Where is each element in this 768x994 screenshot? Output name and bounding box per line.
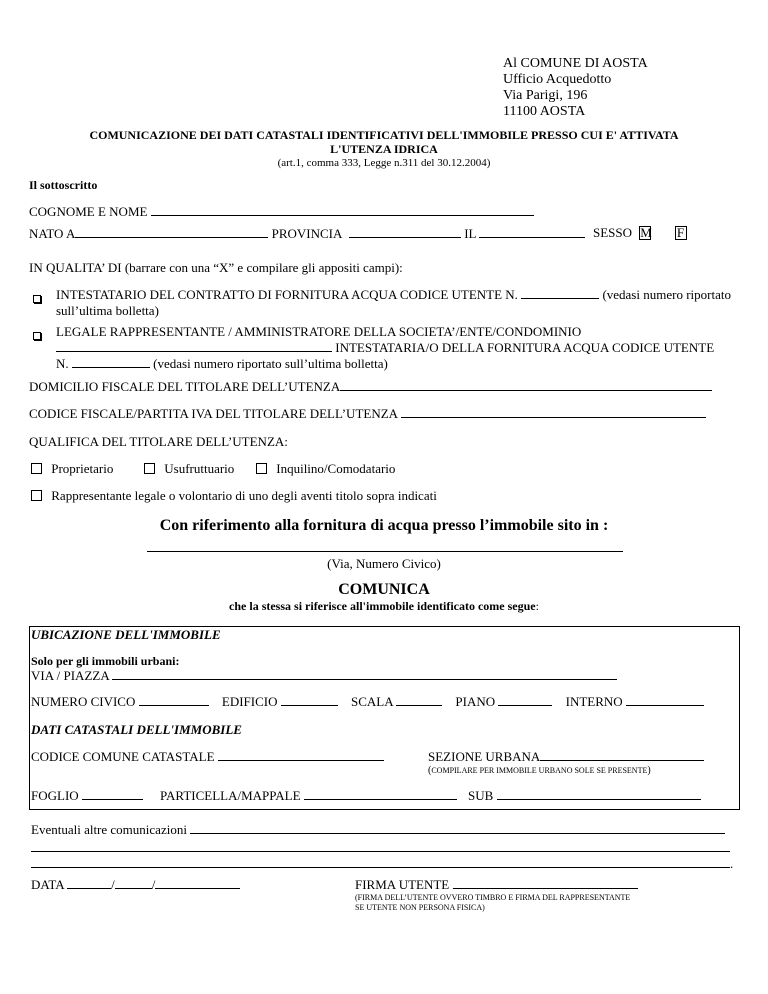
domicilio-field[interactable] xyxy=(340,379,712,391)
document-title xyxy=(0,128,768,170)
option2-label-b: INTESTATARIA/O DELLA FORNITURA ACQUA CODICE UTENTE xyxy=(335,340,715,355)
comunica-heading: COMUNICA xyxy=(338,581,430,598)
piano-label: PIANO xyxy=(455,694,496,709)
recipient-line: Al COMUNE DI AOSTA xyxy=(503,56,648,71)
data-mese-field[interactable] xyxy=(115,877,152,889)
usufruttuario-checkbox[interactable] xyxy=(144,463,155,474)
foglio-label: FOGLIO xyxy=(31,788,79,803)
edificio-field[interactable] xyxy=(281,694,338,706)
provincia-field[interactable] xyxy=(349,226,461,238)
codice-fiscale-field[interactable] xyxy=(401,406,706,418)
altre-field-2[interactable] xyxy=(31,840,730,852)
codice-comune-field[interactable] xyxy=(218,749,384,761)
sesso-f-checkbox[interactable]: F xyxy=(675,226,687,240)
paren-open: ( xyxy=(428,765,432,776)
nascita-row xyxy=(29,226,585,242)
sub-label: SUB xyxy=(468,788,494,803)
option2-text xyxy=(56,324,714,372)
particella-row xyxy=(160,788,457,804)
indirizzo-field-wrap xyxy=(147,540,623,556)
altre-field-1[interactable] xyxy=(190,822,725,834)
inquilino-option xyxy=(256,461,395,477)
edificio-label: EDIFICIO xyxy=(221,694,278,709)
sottoscritto-label: Il sottoscritto xyxy=(29,178,98,192)
firma-note-line: SE UTENTE NON PERSONA FISICA) xyxy=(355,903,485,912)
domicilio-label: DOMICILIO FISCALE DEL TITOLARE DELL’UTENZA xyxy=(29,379,341,394)
data-label: DATA xyxy=(31,877,64,892)
nato-a-field[interactable] xyxy=(75,226,268,238)
scala-field[interactable] xyxy=(396,694,442,706)
sub-field[interactable] xyxy=(497,788,701,800)
altre-line-3 xyxy=(31,856,733,872)
data-nascita-field[interactable] xyxy=(479,226,585,238)
recipient-line: 11100 AOSTA xyxy=(503,104,586,119)
sezione-urbana-label: SEZIONE URBANA xyxy=(428,749,541,764)
comunica-colon: : xyxy=(535,599,539,613)
indirizzo-immobile-field[interactable] xyxy=(147,540,623,552)
il-label: IL xyxy=(464,226,476,241)
title-line: L'UTENZA IDRICA xyxy=(330,142,438,156)
riferimento-caption: (Via, Numero Civico) xyxy=(327,556,441,571)
sub-row xyxy=(468,788,701,804)
sezione-note-text: COMPILARE PER IMMOBILE URBANO SOLE SE PRESENTE xyxy=(431,766,648,775)
altre-line-2 xyxy=(31,840,730,856)
option2-n-label: N. xyxy=(56,356,69,371)
proprietario-checkbox[interactable] xyxy=(31,463,42,474)
option1-label: INTESTATARIO DEL CONTRATTO DI FORNITURA ACQUA CODICE UTENTE N. xyxy=(56,287,518,302)
rappresentante-checkbox[interactable] xyxy=(31,490,42,501)
firma-field[interactable] xyxy=(453,877,638,889)
option1-text xyxy=(56,287,731,319)
data-row xyxy=(31,877,240,893)
slash: / xyxy=(111,877,115,892)
proprietario-label: Proprietario xyxy=(51,461,114,476)
via-piazza-field[interactable] xyxy=(112,668,617,680)
checkbox-icon xyxy=(33,332,41,340)
numero-civico-field[interactable] xyxy=(139,694,209,706)
sesso-label: SESSO xyxy=(593,225,633,240)
option2-label: LEGALE RAPPRESENTANTE / AMMINISTRATORE DELLA SOCIETA’/ENTE/CONDOMINIO xyxy=(56,324,582,339)
rappresentante-option xyxy=(31,488,437,504)
usufruttuario-option xyxy=(144,461,234,477)
legal-reference: (art.1, comma 333, Legge n.311 del 30.12.2004) xyxy=(277,157,491,169)
recipient-address xyxy=(503,56,648,120)
codice-utente-field[interactable] xyxy=(521,287,599,299)
interno-label: INTERNO xyxy=(565,694,623,709)
codice-comune-row xyxy=(31,749,384,765)
qualifica-label: QUALIFICA DEL TITOLARE DELL’UTENZA: xyxy=(29,434,288,449)
option2-checkbox[interactable] xyxy=(33,328,41,344)
cognome-nome-row xyxy=(29,204,534,220)
checkbox-icon xyxy=(33,295,41,303)
option1-note-cont: sull’ultima bolletta) xyxy=(56,303,159,318)
via-piazza-label: VIA / PIAZZA xyxy=(31,668,109,683)
cognome-nome-field[interactable] xyxy=(151,204,534,216)
particella-field[interactable] xyxy=(304,788,457,800)
option1-checkbox[interactable] xyxy=(33,291,41,307)
paren-close: ) xyxy=(647,765,651,776)
end-dot: . xyxy=(730,856,734,871)
foglio-field[interactable] xyxy=(82,788,143,800)
codice-fiscale-label: CODICE FISCALE/PARTITA IVA DEL TITOLARE DELL’UTENZA xyxy=(29,406,398,421)
recipient-line: Ufficio Acquedotto xyxy=(503,72,612,87)
via-piazza-row xyxy=(31,668,617,684)
usufruttuario-label: Usufruttuario xyxy=(164,461,235,476)
option1-note: (vedasi numero riportato xyxy=(602,287,731,302)
foglio-row xyxy=(31,788,143,804)
title-line: COMUNICAZIONE DEI DATI CATASTALI IDENTIFICATIVI DELL'IMMOBILE PRESSO CUI E' ATTIVATA xyxy=(89,128,679,142)
comunica-sub-wrap xyxy=(0,599,768,614)
domicilio-row xyxy=(29,379,712,395)
riferimento-heading: Con riferimento alla fornitura di acqua presso l’immobile sito in : xyxy=(159,517,609,534)
firma-row xyxy=(355,877,638,893)
altre-row xyxy=(31,822,725,838)
rappresentante-label: Rappresentante legale o volontario di uno degli aventi titolo sopra indicati xyxy=(51,488,437,503)
sesso-m-checkbox[interactable]: M xyxy=(640,225,652,240)
firma-note-line: (FIRMA DELL’UTENTE OVVERO TIMBRO E FIRMA DEL RAPPRESENTANTE xyxy=(355,893,631,902)
data-giorno-field[interactable] xyxy=(67,877,111,889)
sesso-group xyxy=(593,225,687,241)
dati-catastali-heading: DATI CATASTALI DELL'IMMOBILE xyxy=(31,722,242,737)
data-anno-field[interactable] xyxy=(155,877,240,889)
codice-fiscale-row xyxy=(29,406,706,422)
numero-civico-label: NUMERO CIVICO xyxy=(31,694,136,709)
ubicazione-heading: UBICAZIONE DELL'IMMOBILE xyxy=(31,627,221,642)
altre-label: Eventuali altre comunicazioni xyxy=(31,822,187,837)
interno-field[interactable] xyxy=(626,694,704,706)
inquilino-checkbox[interactable] xyxy=(256,463,267,474)
qualifica-options xyxy=(31,461,113,477)
codice-utente-2-field[interactable] xyxy=(72,356,150,368)
sezione-urbana-row xyxy=(428,749,704,765)
firma-note xyxy=(355,893,630,913)
codice-comune-label: CODICE COMUNE CATASTALE xyxy=(31,749,215,764)
option2-note: (vedasi numero riportato sull’ultima bolletta) xyxy=(153,356,388,371)
comunica-sub: che la stessa si riferisce all'immobile identificato come segue xyxy=(229,599,536,613)
slash: / xyxy=(151,877,156,892)
scala-label: SCALA xyxy=(350,694,393,709)
cognome-nome-label: COGNOME E NOME xyxy=(29,204,148,219)
sezione-note xyxy=(428,765,651,776)
solo-urbani-label: Solo per gli immobili urbani: xyxy=(31,654,180,668)
provincia-label: PROVINCIA xyxy=(271,226,342,241)
sezione-urbana-field[interactable] xyxy=(540,749,704,761)
civico-row xyxy=(31,694,704,710)
inquilino-label: Inquilino/Comodatario xyxy=(276,461,396,476)
altre-field-3[interactable] xyxy=(31,856,730,868)
qualita-intro: IN QUALITA’ DI (barrare con una “X” e compilare gli appositi campi): xyxy=(29,260,403,275)
particella-label: PARTICELLA/MAPPALE xyxy=(160,788,301,803)
recipient-line: Via Parigi, 196 xyxy=(503,88,588,103)
firma-label: FIRMA UTENTE xyxy=(355,877,450,892)
piano-field[interactable] xyxy=(498,694,552,706)
societa-field[interactable] xyxy=(56,340,332,352)
nato-a-label: NATO A xyxy=(29,226,76,241)
